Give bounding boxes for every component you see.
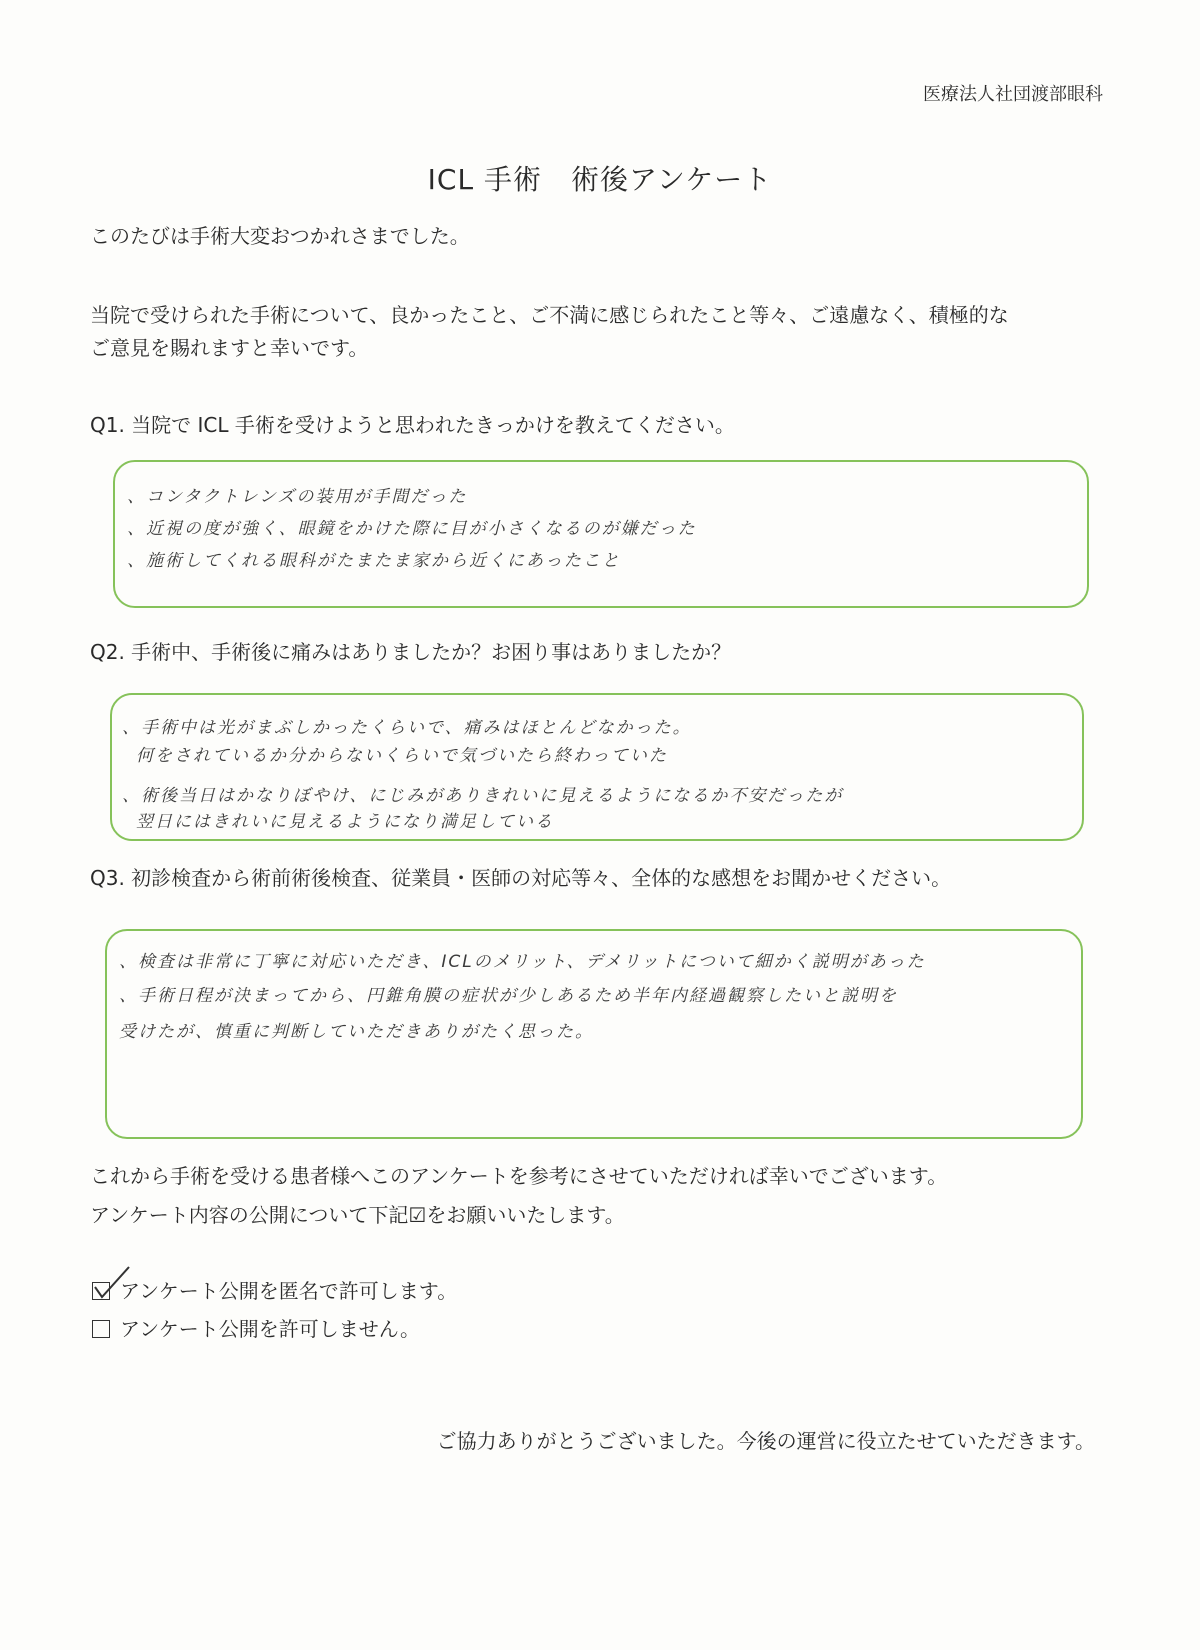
greeting: このたびは手術大変おつかれさまでした。 — [90, 224, 470, 248]
consent-deny[interactable] — [92, 1313, 420, 1342]
question-1: Q1. 当院で ICL 手術を受けようと思われたきっかけを教えてください。 — [90, 413, 735, 437]
answer-line: 受けたが、慎重に判断していただきありがたく思った。 — [119, 1022, 594, 1042]
answer-line: 、術後当日はかなりぼやけ、にじみがありきれいに見えるようになるか不安だったが — [122, 786, 844, 806]
intro-line-1: 当院で受けられた手術について、良かったこと、ご不満に感じられたこと等々、ご遠慮なく、積極的な — [90, 303, 1009, 327]
answer-line: 何をされているか分からないくらいで気づいたら終わっていた — [136, 746, 668, 766]
question-3: Q3. 初診検査から術前術後検査、従業員・医師の対応等々、全体的な感想をお聞かせください。 — [90, 866, 952, 890]
answer-line: 、手術中は光がまぶしかったくらいで、痛みはほとんどなかった。 — [122, 718, 692, 738]
checkmark-icon — [93, 1265, 133, 1301]
consent-label: アンケート公開を許可しません。 — [120, 1317, 420, 1341]
answer-box-2 — [110, 693, 1084, 841]
closing-line-1: これから手術を受ける患者様へこのアンケートを参考にさせていただければ幸いでございます。 — [90, 1164, 948, 1188]
checkbox-unchecked[interactable] — [92, 1320, 110, 1338]
answer-box-3 — [105, 929, 1083, 1139]
answer-line: 、手術日程が決まってから、円錐角膜の症状が少しあるため半年内経過観察したいと説明を — [119, 986, 898, 1006]
consent-label: アンケート公開を匿名で許可します。 — [120, 1279, 458, 1303]
answer-line: 翌日にはきれいに見えるようになり満足している — [136, 812, 554, 832]
thanks-message: ご協力ありがとうございました。今後の運営に役立たせていただきます。 — [436, 1429, 1095, 1453]
page-title: ICL 手術 術後アンケート — [427, 163, 773, 196]
answer-line: 、コンタクトレンズの装用が手間だった — [127, 487, 468, 507]
closing-line-2: アンケート内容の公開について下記☑をお願いいたします。 — [90, 1203, 625, 1227]
answer-line: 、施術してくれる眼科がたまたま家から近くにあったこと — [127, 551, 621, 571]
intro-line-2: ご意見を賜れますと幸いです。 — [90, 336, 369, 360]
question-2: Q2. 手術中、手術後に痛みはありましたか？お困り事はありましたか？ — [90, 640, 732, 664]
checkbox-checked[interactable] — [92, 1282, 110, 1300]
clinic-name: 医療法人社団渡部眼科 — [923, 84, 1103, 105]
answer-line: 、検査は非常に丁寧に対応いただき、ICLのメリット、デメリットについて細かく説明があった — [119, 952, 926, 972]
answer-line: 、近視の度が強く、眼鏡をかけた際に目が小さくなるのが嫌だった — [127, 519, 697, 539]
consent-allow-anonymous[interactable] — [92, 1275, 457, 1304]
answer-box-1 — [113, 460, 1089, 608]
